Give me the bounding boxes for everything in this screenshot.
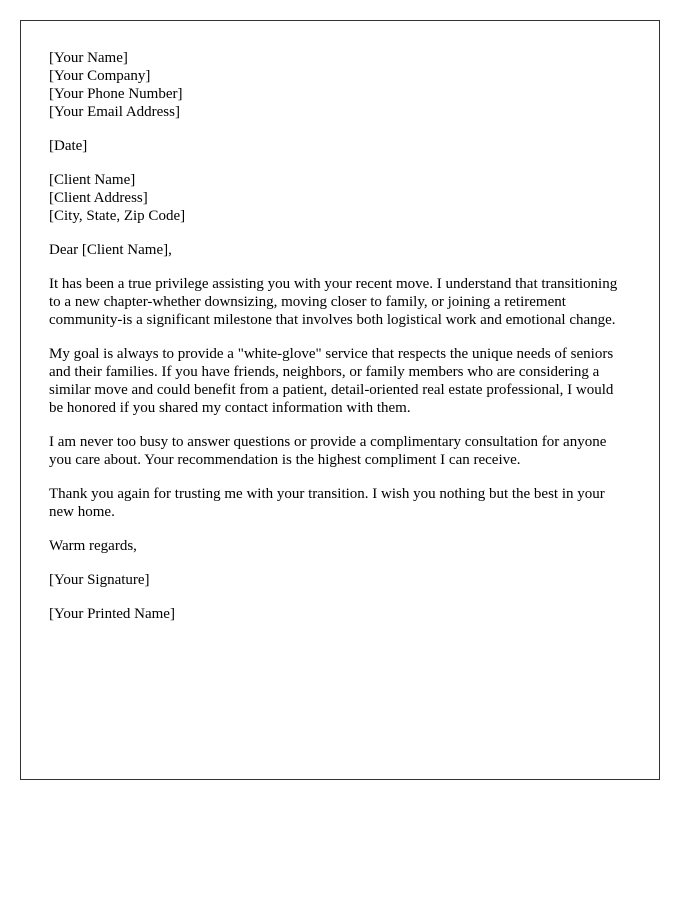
letter-date: [Date] — [49, 138, 88, 154]
body-paragraph-3: I am never too busy to answer questions or provide a complimentary consultation for anyone you care about. Your recommendation is the highest compliment I can receive. — [49, 434, 607, 468]
printed-name-line: [Your Printed Name] — [49, 606, 175, 622]
sender-phone: [Your Phone Number] — [49, 86, 183, 102]
sender-email: [Your Email Address] — [49, 104, 180, 120]
salutation: Dear [Client Name], — [49, 242, 172, 258]
recipient-name: [Client Name] — [49, 172, 136, 188]
recipient-city-state-zip: [City, State, Zip Code] — [49, 208, 186, 224]
closing: Warm regards, — [49, 538, 137, 554]
body-paragraph-2: My goal is always to provide a "white-glove" service that respects the unique needs of seniors and their families. If you have friends, neighbors, or family members who are considering a similar move and could benefit from a patient, detail-oriented real estate professional, I would be honored if you shared my contact information with them. — [49, 346, 614, 416]
recipient-address: [Client Address] — [49, 190, 148, 206]
recipient-block — [49, 171, 624, 225]
letter-frame — [20, 20, 660, 780]
date-block — [49, 137, 624, 155]
sender-company: [Your Company] — [49, 68, 151, 84]
sender-block — [49, 49, 624, 121]
letter-content — [49, 49, 624, 639]
signature-line: [Your Signature] — [49, 572, 150, 588]
sender-name: [Your Name] — [49, 50, 128, 66]
body-paragraph-4: Thank you again for trusting me with your transition. I wish you nothing but the best in your new home. — [49, 486, 605, 520]
body-paragraph-1: It has been a true privilege assisting you with your recent move. I understand that transitioning to a new chapter-whether downsizing, moving closer to family, or joining a retirement community-is a significant milestone that involves both logistical work and emotional change. — [49, 276, 618, 328]
